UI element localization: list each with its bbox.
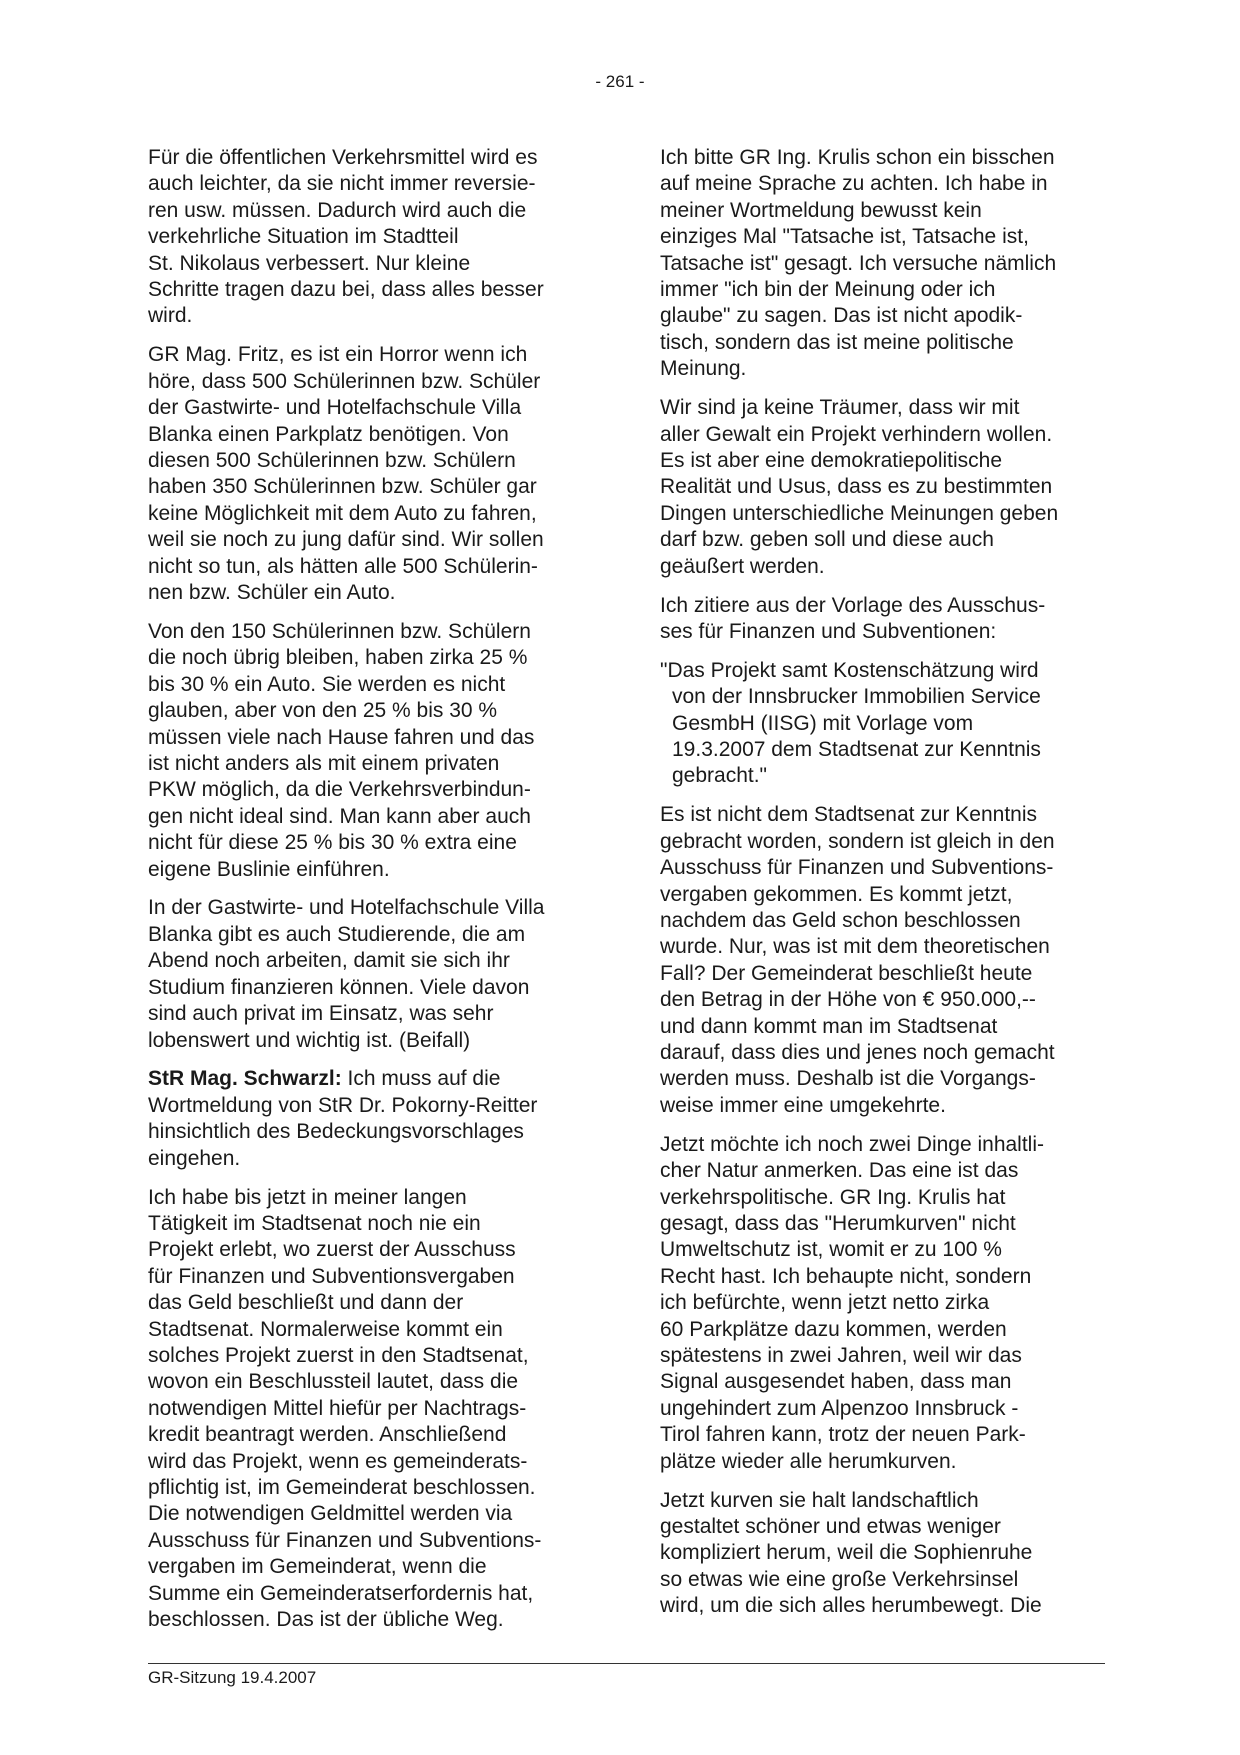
paragraph: Jetzt möchte ich noch zwei Dinge inhaltli- cher Natur anmerken. Das eine ist das verkehrspolitische. GR Ing. Krulis hat gesagt, dass das "Herumkurven" nicht Umweltschutz ist, womit er zu 100 % Recht hast. Ich behaupte nicht, sondern ich befürchte, wenn jetzt netto zirka 60 Parkplätze dazu kommen, werden spätestens in zwei Jahren, weil wir das Signal ausgesendet haben, dass man ungehindert zum Alpenzoo Innsbruck - Tirol fahren kann, trotz der neuen Park- plätze wieder alle herumkurven. (660, 1132, 1045, 1473)
page-number: - 261 - (595, 72, 645, 91)
paragraph: Von den 150 Schülerinnen bzw. Schülern die noch übrig bleiben, haben zirka 25 % bis 30 % ein Auto. Sie werden es nicht glauben, aber von den 25 % bis 30 % müssen viele nach Hause fahren und das ist nicht anders als mit einem privaten PKW möglich, da die Verkehrsverbindun- gen nicht ideal sind. Man kann aber auch nicht für diese 25 % bis 30 % extra eine eigene Buslinie einführen. (148, 619, 535, 881)
paragraph: Für die öffentlichen Verkehrsmittel wird es auch leichter, da sie nicht immer reversie- ren usw. müssen. Dadurch wird auch die verkehrliche Situation im Stadtteil St. Nikolaus verbessert. Nur kleine Schritte tragen dazu bei, dass alles besser wird. (148, 146, 544, 328)
footer-session-date: GR-Sitzung 19.4.2007 (148, 1668, 317, 1687)
paragraph: Es ist nicht dem Stadtsenat zur Kenntnis gebracht worden, sondern ist gleich in den Ausschuss für Finanzen und Subventions- vergaben gekommen. Es kommt jetzt, nachdem das Geld schon beschlossen wurde. Nur, was ist mit dem theoretischen Fall? Der Gemeinderat beschließt heute den Betrag in der Höhe von € 950.000,-- und dann kommt man im Stadtsenat darauf, dass dies und jenes noch gemacht werden muss. Deshalb ist die Vorgangs- weise immer eine umgekehrte. (660, 803, 1055, 1117)
paragraph: Ich bitte GR Ing. Krulis schon ein bisschen auf meine Sprache zu achten. Ich habe in meiner Wortmeldung bewusst kein einziges Mal "Tatsache ist, Tatsache ist, Tatsache ist" gesagt. Ich versuche nämlich immer "ich bin der Meinung oder ich glaube" zu sagen. Das ist nicht apodik- tisch, sondern das ist meine politische Meinung. (660, 146, 1057, 381)
paragraph: In der Gastwirte- und Hotelfachschule Villa Blanka gibt es auch Studierende, die am Abend noch arbeiten, damit sie sich ihr Studium finanzieren können. Viele davon sind auch privat im Einsatz, was sehr lobenswert und wichtig ist. (Beifall) (148, 896, 545, 1052)
paragraph: GR Mag. Fritz, es ist ein Horror wenn ich höre, dass 500 Schülerinnen bzw. Schüler der Gastwirte- und Hotelfachschule Villa Blanka einen Parkplatz benötigen. Von diesen 500 Schülerinnen bzw. Schülern haben 350 Schülerinnen bzw. Schüler gar keine Möglichkeit mit dem Auto zu fahren, weil sie noch zu jung dafür sind. Wir sollen nicht so tun, als hätten alle 500 Schülerin- nen bzw. Schüler ein Auto. (148, 343, 544, 604)
paragraph: Jetzt kurven sie halt landschaftlich gestaltet schöner und etwas weniger kompliziert herum, weil die Sophienruhe so etwas wie eine große Verkehrsinsel wird, um die sich alles herumbewegt. Die (660, 1488, 1042, 1618)
left-column (148, 145, 588, 1646)
speaker-text: Ich muss auf die Wortmeldung von StR Dr. Pokorny-Reitter hinsichtlich des Bedeckungsvorschlages eingehen. (148, 1067, 538, 1170)
paragraph: Ich habe bis jetzt in meiner langen Tätigkeit im Stadtsenat noch nie ein Projekt erlebt, wo zuerst der Ausschuss für Finanzen und Subventionsvergaben das Geld beschließt und dann der Stadtsenat. Normalerweise kommt ein solches Projekt zuerst in den Stadtsenat, wovon ein Beschlussteil lautet, dass die notwendigen Mittel hiefür per Nachtrags- kredit beantragt werden. Anschließend wird das Projekt, wenn es gemeinderats- pflichtig ist, im Gemeinderat beschlossen. Die notwendigen Geldmittel werden via Ausschuss für Finanzen und Subventions- vergaben im Gemeinderat, wenn die Summe ein Gemeinderatserfordernis hat, beschlossen. Das ist der übliche Weg. (148, 1185, 542, 1632)
paragraph: Wir sind ja keine Träumer, dass wir mit aller Gewalt ein Projekt verhindern wollen. Es ist aber eine demokratiepolitische Realität und Usus, dass es zu bestimmten Dingen unterschiedliche Meinungen geben darf bzw. geben soll und diese auch geäußert werden. (660, 396, 1059, 578)
speaker-paragraph (148, 1066, 588, 1172)
paragraph: Ich zitiere aus der Vorlage des Ausschus- ses für Finanzen und Subventionen: (660, 593, 1046, 643)
block-quote: "Das Projekt samt Kostenschätzung wird von der Innsbrucker Immobilien Service GesmbH (IISG) mit Vorlage vom 19.3.2007 dem Stadtsenat zur Kenntnis gebracht." (660, 658, 1041, 788)
footer-divider (148, 1663, 1105, 1664)
speaker-name: StR Mag. Schwarzl: (148, 1067, 342, 1091)
right-column (660, 145, 1100, 1632)
